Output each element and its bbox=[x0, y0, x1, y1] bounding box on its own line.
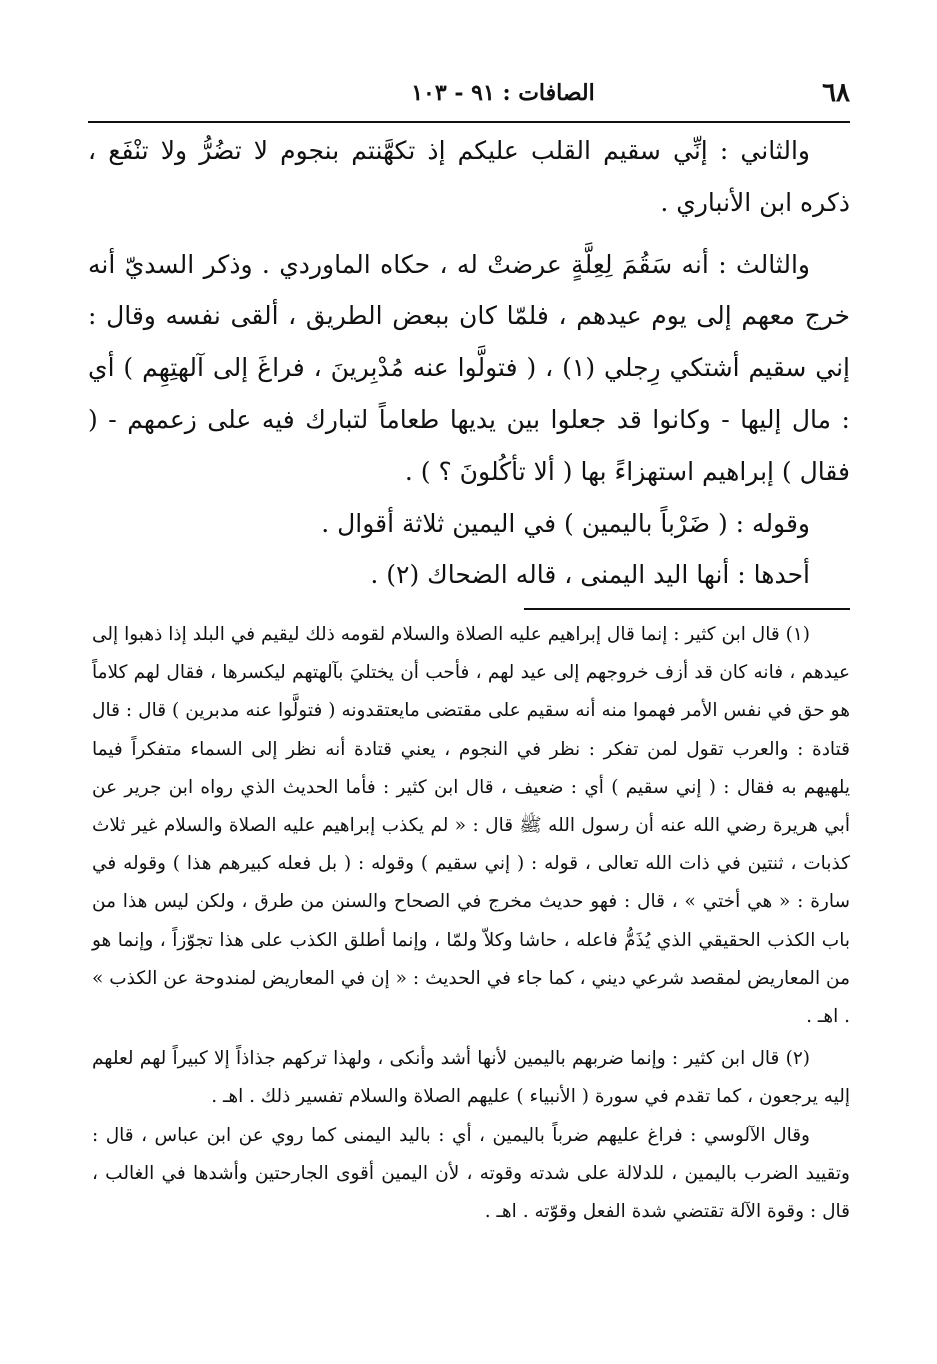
page-header bbox=[88, 78, 850, 118]
footnote: وقال الآلوسي : فراغ عليهم ضرباً باليمين ، أي : باليد اليمنى كما روي عن ابن عباس ، قال : وتقييد الضرب باليمين ، للدلالة على شدته وقوته ، لأن اليمين أقوى الجارحتين وأشدها في الغالب ، قال : وقوة الآلة تقتضي شدة الفعل وقوّته . اهـ . bbox=[92, 1124, 850, 1223]
footnotes bbox=[92, 616, 850, 1231]
footnote: (٢) قال ابن كثير : وإنما ضربهم باليمين لأنها أشد وأنكى ، ولهذا تركهم جذاذاً إلا كبيراً لهم لعلهم إليه يرجعون ، كما تقدم في سورة ( الأنبياء ) عليهم الصلاة والسلام تفسير ذلك . اهـ . bbox=[92, 1048, 850, 1108]
header-rule bbox=[88, 121, 850, 123]
page-number: ٦٨ bbox=[822, 78, 850, 108]
running-head: الصافات : ٩١ - ١٠٣ bbox=[411, 80, 595, 106]
main-paragraph: والثالث : أنه سَقُمَ لِعِلَّةٍ عرضتْ له ، حكاه الماوردي . وذكر السديّ أنه خرج معهم إلى يوم عيدهم ، فلمّا كان ببعض الطريق ، ألقى نفسه وقال : إني سقيم أشتكي رِجلي (١) ، ( فتولَّوا عنه مُدْبِرينَ ، فراغَ إلى آلهتِهِم ) أي : مال إليها - وكانوا قد جعلوا بين يديها طعاماً لتبارك فيه على زعمهم - ( فقال ) إبراهيم استهزاءً بها ( ألا تأكُلونَ ؟ ) . bbox=[88, 249, 850, 486]
footnote-rule bbox=[524, 608, 850, 610]
footnote: (١) قال ابن كثير : إنما قال إبراهيم عليه الصلاة والسلام لقومه ذلك ليقيم في البلد إذا ذهبوا إلى عيدهم ، فانه كان قد أزف خروجهم إلى عيد لهم ، فأحب أن يختليَ بآلهتهم ليكسرها ، فقال لهم كلاماً هو حق في نفس الأمر فهموا منه أنه سقيم على مقتضى مايعتقدونه ( فتولَّوا عنه مدبرين ) قال : قال قتادة : والعرب تقول لمن تفكر : نظر في النجوم ، يعني قتادة أنه نظر إلى السماء متفكراً فيما يلهيهم به فقال : ( إني سقيم ) أي : ضعيف ، قال ابن كثير : فأما الحديث الذي رواه ابن جرير عن أبي هريرة رضي الله عنه أن رسول الله ﷺ قال : « لم يكذب إبراهيم عليه الصلاة والسلام غير ثلاث كذبات ، ثنتين في ذات الله تعالى ، قوله : ( إني سقيم ) وقوله : ( بل فعله كبيرهم هذا ) وقوله في سارة : « هي أختي » ، قال : فهو حديث مخرج في الصحاح والسنن من طرق ، ولكن ليس هذا من باب الكذب الحقيقي الذي يُذَمُّ فاعله ، حاشا وكلاّ ولمّا ، وإنما أطلق الكذب على هذا تجوّزاً ، وإنما هو من المعاريض لمقصد شرعي ديني ، كما جاء في الحديث : « إن في المعاريض لمندوحة عن الكذب » . اهـ . bbox=[92, 624, 850, 1028]
main-paragraph: وقوله : ( ضَرْباً باليمين ) في اليمين ثلاثة أقوال . bbox=[321, 508, 810, 538]
main-paragraph: والثاني : إنِّي سقيم القلب عليكم إذ تكهَّنتم بنجوم لا تضُرُّ ولا تنْفَع ، ذكره ابن الأنباري . bbox=[88, 136, 850, 217]
main-paragraph: أحدها : أنها اليد اليمنى ، قاله الضحاك (٢) . bbox=[370, 560, 810, 590]
main-text bbox=[88, 125, 850, 601]
